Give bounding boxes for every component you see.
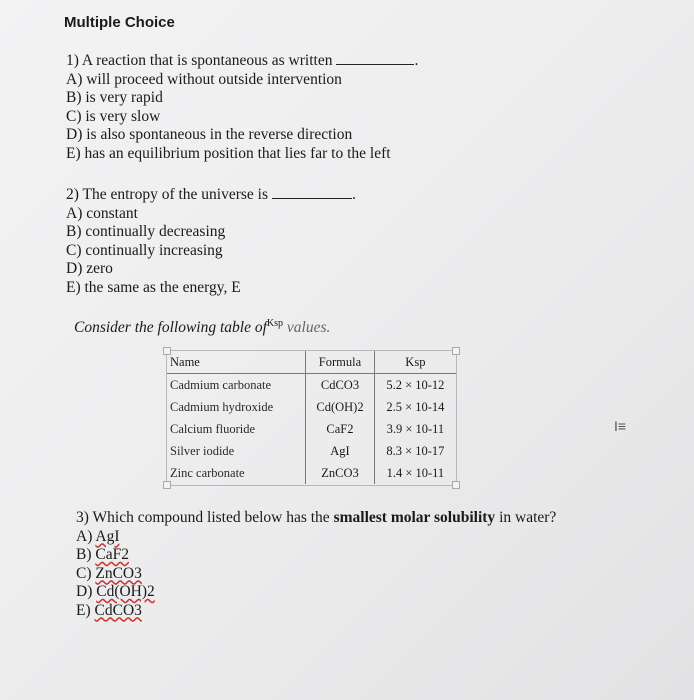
table-row [167,462,456,484]
resize-handle[interactable] [452,481,460,489]
q3-option-c[interactable]: C) ZnCO3 [76,564,142,582]
q1-option-e: E) has an equilibrium position that lies far to the left [66,144,391,162]
table-intro: Consider the following table $of^{Ksp}$ values. [74,318,331,337]
table-row [167,396,456,418]
q2-option-c: C) continually increasing [66,241,223,259]
cell-formula: AgI [306,440,375,462]
q1-option-b: B) is very rapid [66,89,163,106]
ksp-table [167,351,456,484]
cell-ksp: 8.3 × 10-17 [374,440,456,462]
question-3 [76,509,556,620]
cell-ksp: 5.2 × 10-12 [374,374,456,397]
table-row [167,418,456,440]
question-1 [66,52,418,163]
cell-ksp: 2.5 × 10-14 [374,396,456,418]
cell-formula: ZnCO3 [306,462,375,484]
q3-option-d[interactable]: D) Cd(OH)2 [76,583,155,600]
cell-ksp: 3.9 × 10-11 [374,418,456,440]
header-formula: Formula [306,351,375,374]
cell-name: Cadmium hydroxide [170,399,274,414]
table-header-row [167,351,456,374]
question-3-stem: 3) Which compound listed below has the smallest molar solubility in water? [76,509,557,526]
q1-option-d: D) is also spontaneous in the reverse direction [66,126,353,143]
table-row [167,374,456,397]
section-heading: Multiple Choice [64,14,175,31]
question-1-stem: 1) A reaction that is spontaneous as written . [66,52,419,69]
cell-ksp: 1.4 × 10-11 [374,462,456,484]
answer-blank [336,52,414,65]
q3-option-e[interactable]: E) CdCO3 [76,601,142,619]
question-2-stem: 2) The entropy of the universe is . [66,186,356,203]
cell-name: Silver iodide [170,443,235,458]
question-2 [66,186,356,297]
resize-handle[interactable] [163,347,171,355]
table-row [167,440,456,462]
resize-handle[interactable] [452,347,460,355]
answer-blank [272,186,352,199]
q1-option-a: A) will proceed without outside intervention [66,70,342,88]
cell-name: Cadmium carbonate [170,377,272,392]
q3-option-a[interactable]: A) AgI [76,527,120,545]
cell-name: Zinc carbonate [170,465,245,480]
q2-option-b: B) continually decreasing [66,223,226,240]
cell-formula: CaF2 [306,418,375,440]
ksp-superscript: Ksp [266,318,284,329]
q2-option-a: A) constant [66,204,138,222]
cell-formula: CdCO3 [306,374,375,397]
q2-option-e: E) the same as the energy, E [66,278,241,296]
header-ksp: Ksp [374,351,456,374]
header-name: Name [167,351,306,374]
cell-formula: Cd(OH)2 [306,396,375,418]
resize-handle[interactable] [163,481,171,489]
cell-name: Calcium fluoride [170,421,256,436]
text-cursor-icon: I≡ [614,418,627,434]
ksp-table-container[interactable] [166,350,457,486]
q3-option-b[interactable]: B) CaF2 [76,546,129,563]
q1-option-c: C) is very slow [66,107,161,125]
q2-option-d: D) zero [66,260,113,277]
